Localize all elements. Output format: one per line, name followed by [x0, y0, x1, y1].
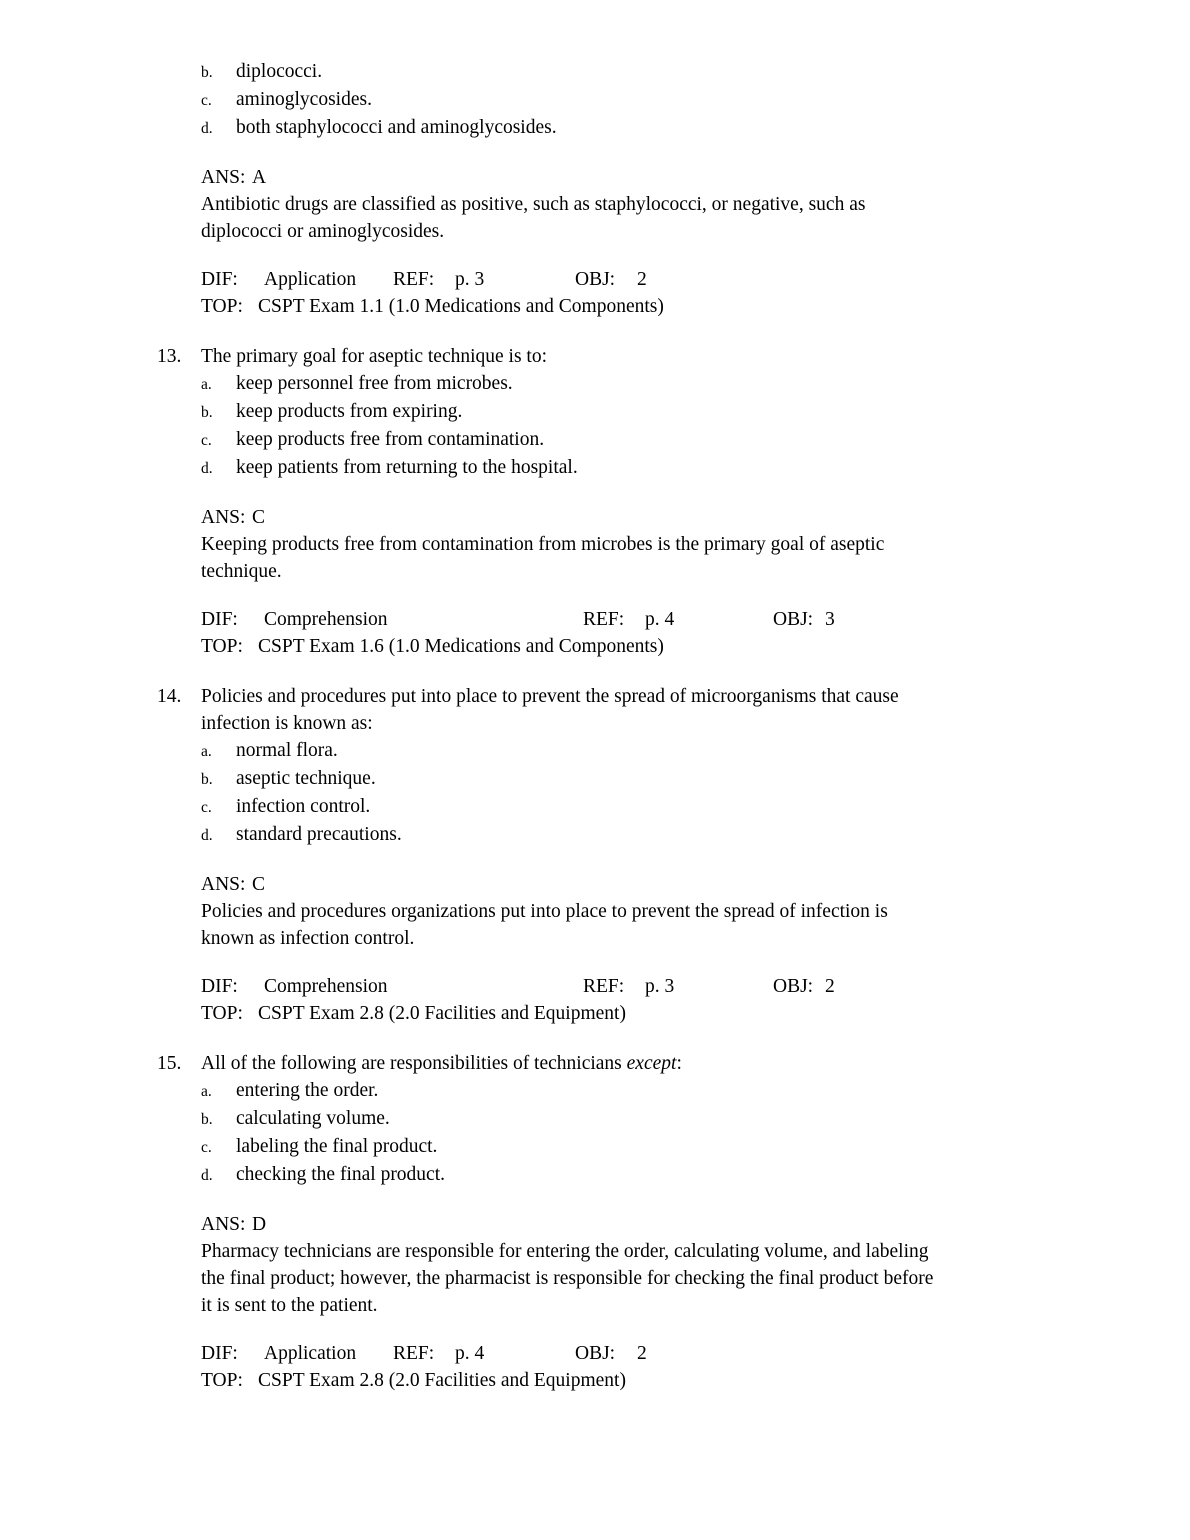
answer-line	[201, 1211, 1190, 1238]
top-label: TOP:	[201, 636, 243, 657]
option-d	[201, 114, 1190, 142]
dif-ref-obj-line	[201, 266, 1190, 293]
answer-value: A	[252, 167, 267, 188]
answer-label: ANS:	[201, 167, 246, 188]
option-text: labeling the final product.	[236, 1136, 438, 1157]
option-a	[201, 1077, 1190, 1105]
option-letter: b.	[201, 404, 213, 421]
answer-value: C	[252, 874, 266, 895]
ref-value: p. 3	[645, 976, 675, 997]
question-line: Policies and procedures put into place to prevent the spread of microorganisms that cause	[201, 686, 899, 707]
option-text: checking the final product.	[236, 1164, 446, 1185]
obj-value: 2	[637, 1343, 647, 1364]
explanation-line: diplococci or aminoglycosides.	[201, 221, 445, 242]
dif-value: Comprehension	[264, 609, 388, 630]
answer-value: D	[252, 1214, 267, 1235]
option-letter: c.	[201, 92, 212, 109]
option-d	[201, 454, 1190, 482]
option-c	[201, 426, 1190, 454]
option-a	[201, 370, 1190, 398]
option-letter: a.	[201, 376, 212, 393]
explanation-line: Antibiotic drugs are classified as positive, such as staphylococci, or negative, such as	[201, 194, 866, 215]
top-label: TOP:	[201, 296, 243, 317]
question-number: 13.	[157, 346, 182, 367]
dif-value: Application	[264, 269, 357, 290]
question-text	[201, 343, 1190, 370]
option-letter: b.	[201, 1111, 213, 1128]
dif-label: DIF:	[201, 1343, 238, 1364]
ref-value: p. 3	[455, 269, 485, 290]
question-line: The primary goal for aseptic technique is to:	[201, 346, 548, 367]
option-letter: a.	[201, 1083, 212, 1100]
explanation	[201, 191, 1190, 245]
option-text: standard precautions.	[236, 824, 402, 845]
question-number: 15.	[157, 1053, 182, 1074]
option-text: keep products from expiring.	[236, 401, 463, 422]
answer-label: ANS:	[201, 874, 246, 895]
option-text: aminoglycosides.	[236, 89, 372, 110]
option-text: normal flora.	[236, 740, 338, 761]
answer-line	[201, 504, 1190, 531]
answer-label: ANS:	[201, 1214, 246, 1235]
top-line	[201, 1000, 1190, 1027]
question-text-italic: except	[626, 1053, 677, 1074]
option-a	[201, 737, 1190, 765]
option-c	[201, 1133, 1190, 1161]
answer-line	[201, 164, 1190, 191]
obj-label: OBJ:	[773, 976, 814, 997]
question-line	[201, 1050, 1190, 1077]
answer-line	[201, 871, 1190, 898]
question-14	[157, 683, 1190, 1027]
explanation-line: Pharmacy technicians are responsible for entering the order, calculating volume, and labeling	[201, 1241, 929, 1262]
option-text: both staphylococci and aminoglycosides.	[236, 117, 557, 138]
dif-ref-obj-line	[201, 1340, 1190, 1367]
option-b	[201, 1105, 1190, 1133]
option-letter: d.	[201, 460, 213, 477]
question-12-partial	[157, 58, 1190, 320]
explanation-line: known as infection control.	[201, 928, 415, 949]
explanation	[201, 531, 1190, 585]
options-list	[201, 370, 1190, 482]
option-letter: d.	[201, 1167, 213, 1184]
ref-label: REF:	[583, 976, 625, 997]
dif-label: DIF:	[201, 976, 238, 997]
question-number: 14.	[157, 686, 182, 707]
dif-value: Application	[264, 1343, 357, 1364]
dif-value: Comprehension	[264, 976, 388, 997]
top-value: CSPT Exam 1.1 (1.0 Medications and Components)	[258, 296, 664, 317]
option-text: keep products free from contamination.	[236, 429, 545, 450]
ref-label: REF:	[583, 609, 625, 630]
question-text	[201, 683, 1190, 737]
ref-label: REF:	[393, 1343, 435, 1364]
answer-label: ANS:	[201, 507, 246, 528]
question-text-segment: All of the following are responsibilities of technicians	[201, 1053, 627, 1074]
option-text: infection control.	[236, 796, 371, 817]
option-text: diplococci.	[236, 61, 323, 82]
options-list	[201, 1077, 1190, 1189]
dif-label: DIF:	[201, 269, 238, 290]
option-text: aseptic technique.	[236, 768, 376, 789]
question-text	[201, 1050, 1190, 1077]
option-b	[201, 398, 1190, 426]
option-letter: c.	[201, 1139, 212, 1156]
top-line	[201, 633, 1190, 660]
top-line	[201, 293, 1190, 320]
explanation-line: technique.	[201, 561, 282, 582]
option-letter: b.	[201, 64, 213, 81]
option-text: calculating volume.	[236, 1108, 390, 1129]
explanation-line: Policies and procedures organizations put into place to prevent the spread of infection is	[201, 901, 888, 922]
option-letter: c.	[201, 799, 212, 816]
explanation	[201, 898, 1190, 952]
dif-ref-obj-line	[201, 606, 1190, 633]
explanation	[201, 1238, 1190, 1319]
ref-value: p. 4	[455, 1343, 485, 1364]
option-letter: d.	[201, 120, 213, 137]
top-value: CSPT Exam 2.8 (2.0 Facilities and Equipment)	[258, 1370, 626, 1391]
question-text-segment: :	[676, 1053, 682, 1074]
top-line	[201, 1367, 1190, 1394]
obj-value: 2	[637, 269, 647, 290]
obj-label: OBJ:	[773, 609, 814, 630]
options-list	[201, 58, 1190, 142]
option-text: keep patients from returning to the hospital.	[236, 457, 578, 478]
explanation-line: it is sent to the patient.	[201, 1295, 378, 1316]
option-c	[201, 793, 1190, 821]
top-label: TOP:	[201, 1003, 243, 1024]
options-list	[201, 737, 1190, 849]
option-b	[201, 765, 1190, 793]
ref-label: REF:	[393, 269, 435, 290]
option-c	[201, 86, 1190, 114]
option-b	[201, 58, 1190, 86]
explanation-line: the final product; however, the pharmacist is responsible for checking the final product before	[201, 1268, 934, 1289]
question-13	[157, 343, 1190, 660]
obj-value: 2	[825, 976, 835, 997]
obj-label: OBJ:	[575, 269, 616, 290]
option-d	[201, 821, 1190, 849]
dif-ref-obj-line	[201, 973, 1190, 1000]
option-letter: a.	[201, 743, 212, 760]
top-label: TOP:	[201, 1370, 243, 1391]
dif-label: DIF:	[201, 609, 238, 630]
top-value: CSPT Exam 1.6 (1.0 Medications and Components)	[258, 636, 664, 657]
obj-label: OBJ:	[575, 1343, 616, 1364]
explanation-line: Keeping products free from contamination from microbes is the primary goal of aseptic	[201, 534, 885, 555]
obj-value: 3	[825, 609, 835, 630]
answer-value: C	[252, 507, 266, 528]
option-letter: c.	[201, 432, 212, 449]
ref-value: p. 4	[645, 609, 675, 630]
option-letter: b.	[201, 771, 213, 788]
top-value: CSPT Exam 2.8 (2.0 Facilities and Equipment)	[258, 1003, 626, 1024]
option-d	[201, 1161, 1190, 1189]
option-text: entering the order.	[236, 1080, 379, 1101]
option-text: keep personnel free from microbes.	[236, 373, 513, 394]
question-15	[157, 1050, 1190, 1394]
question-line: infection is known as:	[201, 713, 373, 734]
option-letter: d.	[201, 827, 213, 844]
